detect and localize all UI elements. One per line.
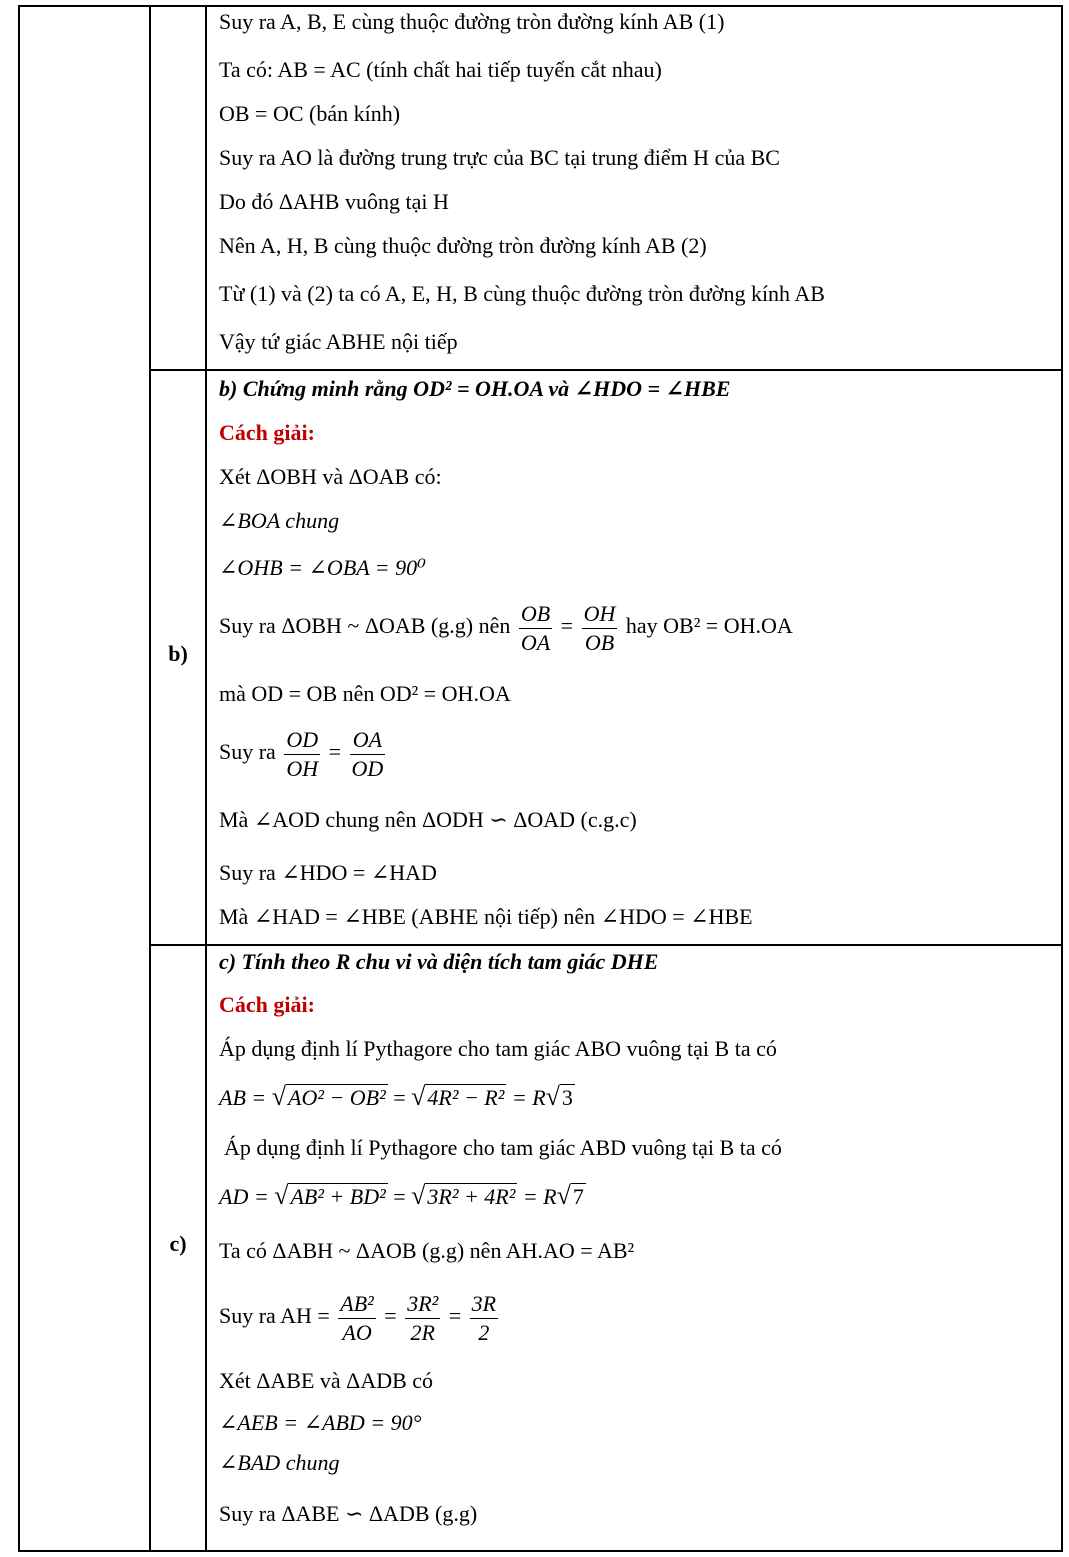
c-method-label: Cách giải:: [219, 992, 315, 1017]
radicand: AB² + BD²: [290, 1184, 386, 1209]
table-border-col1: [149, 5, 151, 1552]
fraction-3r2-2r: [405, 1290, 440, 1346]
a-line-3: OB = OC (bán kính): [219, 101, 401, 126]
frac-num: AB²: [338, 1290, 375, 1319]
radicand: 3: [561, 1085, 573, 1110]
b-line-3: ∠OHB = ∠OBA = 90⁰: [219, 555, 426, 580]
sqrt-7: √7: [556, 1181, 584, 1210]
radicand: 4R² − R²: [427, 1085, 505, 1110]
c-heading: c) Tính theo R chu vi và diện tích tam giác DHE: [219, 949, 659, 974]
b-line-6: [219, 726, 388, 782]
equals-sign: =: [393, 1085, 406, 1110]
part-label-b: b): [168, 641, 188, 666]
frac-den: OA: [520, 629, 551, 655]
b-line-1: Xét ΔOBH và ΔOAB có:: [219, 464, 442, 489]
fraction-od-oh: [284, 726, 320, 782]
sqrt-3r-4r: √3R² + 4R²: [411, 1181, 516, 1210]
b-method-label: Cách giải:: [219, 420, 315, 445]
fraction-ab2-ao: [338, 1290, 375, 1346]
radicand: 3R² + 4R²: [427, 1184, 516, 1209]
c-line-2: [219, 1084, 575, 1110]
fraction-oa-od: [350, 726, 386, 782]
b-heading: b) Chứng minh rằng OD² = OH.OA và ∠HDO = ∠HBE: [219, 376, 731, 401]
row-divider-b-c: [149, 944, 1063, 946]
a-line-6: Nên A, H, B cùng thuộc đường tròn đường kính AB (2): [219, 233, 707, 258]
equals-sign: =: [384, 1303, 397, 1329]
a-line-8: Vậy tứ giác ABHE nội tiếp: [219, 329, 458, 354]
b-line-5: mà OD = OB nên OD² = OH.OA: [219, 681, 511, 706]
frac-den: OH: [286, 755, 319, 781]
c-line-7: Xét ΔABE và ΔADB có: [219, 1368, 434, 1393]
b-line-8: Suy ra ∠HDO = ∠HAD: [219, 860, 437, 885]
c-line-2-lhs: AB =: [219, 1085, 267, 1110]
table-border-col2: [205, 5, 207, 1552]
sqrt-ao-ob: √AO² − OB²: [271, 1082, 386, 1111]
table-border-right: [1061, 5, 1063, 1552]
b-line-9: Mà ∠HAD = ∠HBE (ABHE nội tiếp) nên ∠HDO = ∠HBE: [219, 904, 753, 929]
equals-r: = R: [511, 1085, 546, 1110]
c-line-1: Áp dụng định lí Pythagore cho tam giác ABO vuông tại B ta có: [219, 1036, 777, 1061]
row-divider-a-b: [149, 369, 1063, 371]
c-line-9: ∠BAD chung: [219, 1450, 340, 1475]
table-border-left: [18, 5, 20, 1552]
equals-sign: =: [393, 1184, 406, 1209]
equals-sign: =: [560, 613, 574, 639]
part-label-c: c): [169, 1231, 187, 1256]
radicand: AO² − OB²: [288, 1085, 386, 1110]
a-line-7: Từ (1) và (2) ta có A, E, H, B cùng thuộc đường tròn đường kính AB: [219, 281, 825, 306]
c-line-8: ∠AEB = ∠ABD = 90°: [219, 1410, 422, 1435]
equals-sign: =: [328, 739, 342, 765]
b-line-4-pre: Suy ra ΔOBH ~ ΔOAB (g.g) nên: [219, 613, 511, 639]
frac-den: 2R: [410, 1319, 435, 1345]
table-border-top: [18, 5, 1063, 7]
a-line-2: Ta có: AB = AC (tính chất hai tiếp tuyến cắt nhau): [219, 57, 662, 82]
c-line-3: Áp dụng định lí Pythagore cho tam giác ABD vuông tại B ta có: [224, 1135, 782, 1160]
frac-den: 2: [478, 1319, 490, 1345]
frac-den: AO: [342, 1319, 372, 1345]
c-line-6: [219, 1290, 501, 1346]
frac-den: OD: [351, 755, 384, 781]
table-border-bottom: [18, 1550, 1063, 1552]
b-line-4: [219, 600, 793, 656]
frac-den: OB: [584, 629, 615, 655]
c-line-4-lhs: AD =: [219, 1184, 269, 1209]
sqrt-3: √3: [545, 1082, 573, 1111]
b-line-7: Mà ∠AOD chung nên ΔODH ∽ ΔOAD (c.g.c): [219, 807, 637, 832]
c-line-6-pre: Suy ra AH =: [219, 1303, 330, 1329]
frac-num: OA: [350, 726, 386, 755]
b-line-4-post: hay OB² = OH.OA: [625, 613, 793, 639]
a-line-1: Suy ra A, B, E cùng thuộc đường tròn đường kính AB (1): [219, 9, 725, 34]
c-line-10: Suy ra ΔABE ∽ ΔADB (g.g): [219, 1501, 478, 1526]
frac-num: 3R: [470, 1290, 498, 1319]
a-line-5: Do đó ΔAHB vuông tại H: [219, 189, 449, 214]
equals-r: = R: [522, 1184, 557, 1209]
c-line-5: Ta có ΔABH ~ ΔAOB (g.g) nên AH.AO = AB²: [219, 1238, 635, 1263]
frac-num: OD: [284, 726, 320, 755]
b-line-2: ∠BOA chung: [219, 508, 340, 533]
frac-num: OH: [582, 600, 618, 629]
c-line-4: [219, 1183, 586, 1209]
frac-num: OB: [519, 600, 552, 629]
frac-num: 3R²: [405, 1290, 440, 1319]
a-line-4: Suy ra AO là đường trung trực của BC tại trung điểm H của BC: [219, 145, 780, 170]
b-line-6-pre: Suy ra: [219, 739, 276, 765]
fraction-ob-oa: [519, 600, 552, 656]
fraction-3r-2: [470, 1290, 498, 1346]
equals-sign: =: [448, 1303, 462, 1329]
sqrt-ab-bd: √AB² + BD²: [274, 1181, 386, 1210]
fraction-oh-ob: [582, 600, 618, 656]
radicand: 7: [572, 1184, 584, 1209]
sqrt-4r-r: √4R² − R²: [411, 1082, 505, 1111]
